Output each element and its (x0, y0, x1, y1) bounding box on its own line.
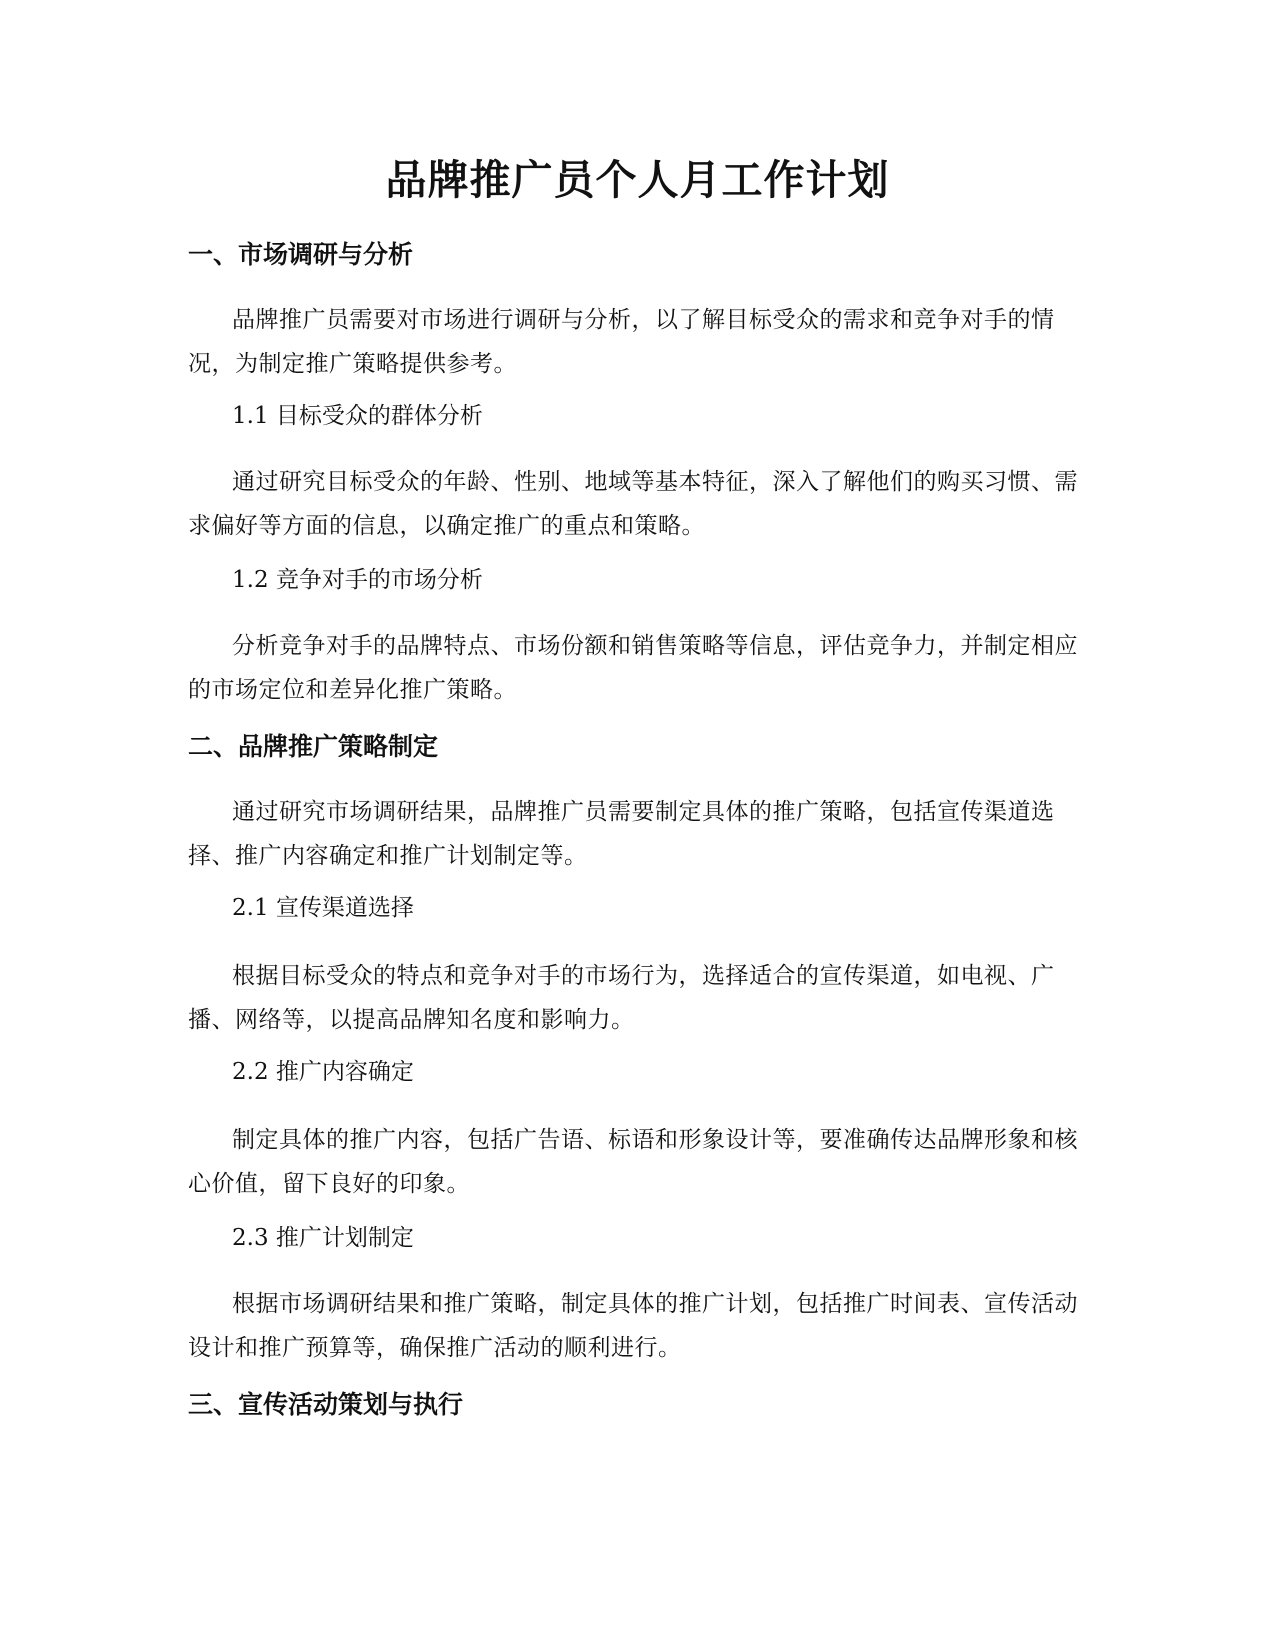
section-heading-2: 二、品牌推广策略制定 (188, 732, 439, 761)
section-heading-1: 一、市场调研与分析 (188, 240, 414, 269)
subsection-heading-2-3: 2.3 推广计划制定 (232, 1225, 414, 1251)
section-2-intro: 通过研究市场调研结果，品牌推广员需要制定具体的推广策略，包括宣传渠道选择、推广内容确定和推广计划制定等。 (188, 799, 1055, 869)
subsection-heading-1-2: 1.2 竞争对手的市场分析 (232, 567, 483, 593)
subsection-1-2-text: 分析竞争对手的品牌特点、市场份额和销售策略等信息，评估竞争力，并制定相应的市场定位和差异化推广策略。 (188, 633, 1078, 703)
section-heading-3: 三、宣传活动策划与执行 (188, 1390, 464, 1419)
document-title: 品牌推广员个人月工作计划 (385, 156, 890, 204)
subsection-heading-1-1: 1.1 目标受众的群体分析 (232, 403, 483, 429)
subsection-1-1-text: 通过研究目标受众的年龄、性别、地域等基本特征，深入了解他们的购买习惯、需求偏好等方面的信息，以确定推广的重点和策略。 (188, 469, 1078, 539)
subsection-2-3-text: 根据市场调研结果和推广策略，制定具体的推广计划，包括推广时间表、宣传活动设计和推广预算等，确保推广活动的顺利进行。 (188, 1291, 1078, 1361)
subsection-heading-2-1: 2.1 宣传渠道选择 (232, 895, 414, 921)
subsection-2-2-text: 制定具体的推广内容，包括广告语、标语和形象设计等，要准确传达品牌形象和核心价值，留下良好的印象。 (188, 1127, 1078, 1197)
subsection-heading-2-2: 2.2 推广内容确定 (232, 1059, 414, 1085)
subsection-2-1-text: 根据目标受众的特点和竞争对手的市场行为，选择适合的宣传渠道，如电视、广播、网络等，以提高品牌知名度和影响力。 (188, 963, 1055, 1033)
section-1-intro: 品牌推广员需要对市场进行调研与分析，以了解目标受众的需求和竞争对手的情况，为制定推广策略提供参考。 (188, 307, 1055, 377)
